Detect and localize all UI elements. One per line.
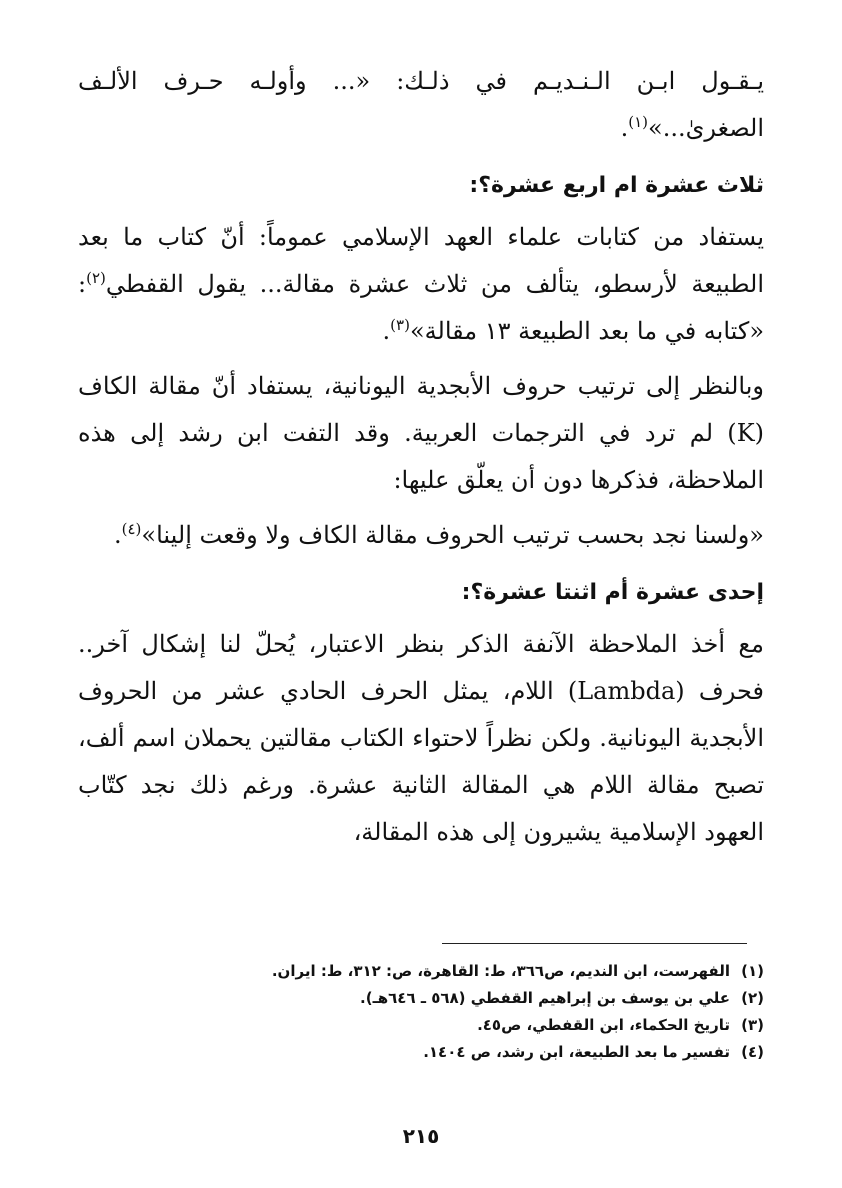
paragraph-3: وبالنظر إلى ترتيب حروف الأبجدية اليونانية، يستفاد أنّ مقالة الكاف (K) لم ترد في الترجمات العربية. وقد التفت ابن رشد إلى هذه الملاحظة، فذكرها دون أن يعلّق عليها: [78,372,764,494]
paragraph-4-quote [78,512,764,559]
footnote-ref-3[interactable]: (٣) [390,316,410,334]
paragraph-1 [78,58,764,152]
footnote-text: الفهرست، ابن النديم، ص٣٦٦، ط: القاهرة، ص: ٣١٢، ط: ايران. [271,962,730,980]
paragraph-2-quote: : «كتابه في ما بعد الطبيعة ١٣ مقالة» [78,270,764,345]
footnote-item [78,1012,764,1039]
footnote-ref-1[interactable]: (١) [628,113,649,131]
footnote-separator [442,943,747,944]
section-heading-1: ثلاث عشرة ام اربع عشرة؟: [469,173,764,198]
paragraph-2-end: . [382,317,391,345]
footnote-number: (١) [741,962,764,980]
footnote-number: (٣) [741,1016,764,1034]
footnote-ref-2[interactable]: (٢) [86,269,106,287]
footnote-ref-4[interactable]: (٤) [121,520,142,538]
section-heading-2: إحدى عشرة أم اثنتا عشرة؟: [461,580,764,605]
page-body [78,58,764,856]
paragraph-4-text: «ولسنا نجد بحسب ترتيب الحروف مقالة الكاف ولا وقعت إلينا» [141,521,764,549]
paragraph-1-text: يـقـول ابـن الـنـديـم في ذلـك: «... وأولـه حـرف الألـف الصغرىٰ...» [78,67,764,142]
paragraph-5: مع أخذ الملاحظة الآنفة الذكر بنظر الاعتبار، يُحلّ لنا إشكال آخر.. فحرف (Lambda) اللام، يمثل الحرف الحادي عشر من الحروف الأبجدية اليونانية. ولكن نظراً لاحتواء الكتاب مقالتين يحملان اسم ألف، تصبح مقالة اللام هي المقالة الثانية عشرة. ورغم ذلك نجد كتّاب العهود الإسلامية يشيرون إلى هذه المقالة، [78,630,764,846]
footnote-item [78,958,764,985]
paragraph-2 [78,214,764,355]
footnotes [78,958,764,1066]
footnote-number: (٢) [741,989,764,1007]
page-number: ٢١٥ [402,1124,440,1148]
footnote-number: (٤) [741,1043,764,1061]
paragraph-1-end: . [620,114,629,142]
footnote-text: علي بن يوسف بن إبراهيم القفطي (٥٦٨ ـ ٦٤٦هـ). [360,989,730,1007]
footnote-text: تاريخ الحكماء، ابن القفطي، ص٤٥. [477,1016,730,1034]
footnote-item [78,1039,764,1066]
footnote-text: تفسير ما بعد الطبيعة، ابن رشد، ص ١٤٠٤. [423,1043,730,1061]
paragraph-4-end: . [113,521,122,549]
paragraph-2-text: يستفاد من كتابات علماء العهد الإسلامي عموماً: أنّ كتاب ما بعد الطبيعة لأرسطو، يتألف من ثلاث عشرة مقالة... يقول القفطي [78,223,764,298]
footnote-item [78,985,764,1012]
